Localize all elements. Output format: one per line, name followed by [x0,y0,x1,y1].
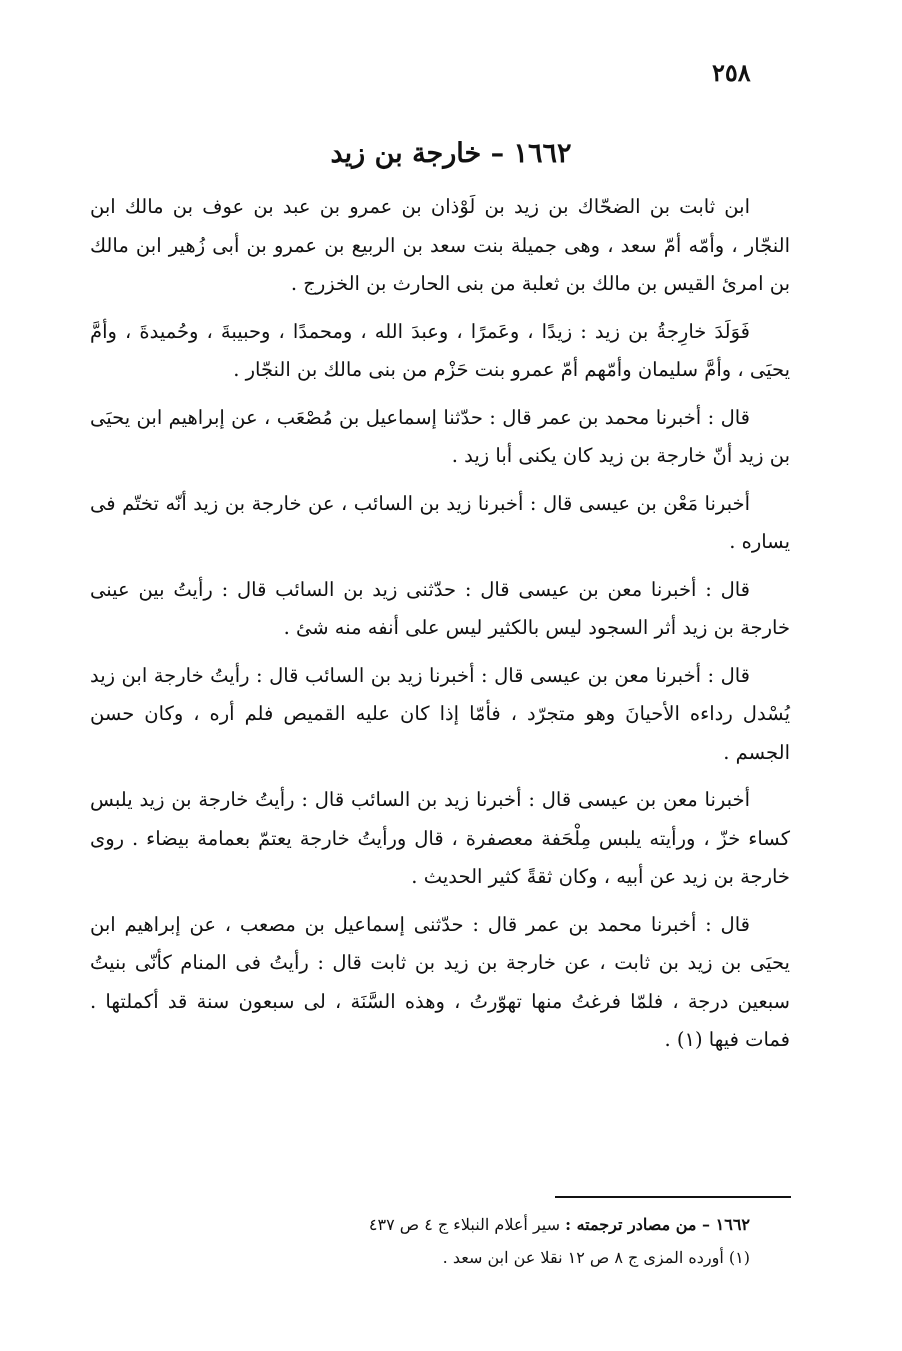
paragraph-children: فَوَلَدَ خارِجةُ بن زيد : زيدًا ، وعَمرًا ، وعبدَ الله ، ومحمدًا ، وحبيبةَ ، وحُميدةَ ، وأمَّ يحيَى ، وأمَّ سليمان وأمّهم أمّ عمرو بنت حَزْم من بنى مالك بن النجّار . [90,319,790,381]
footnotes [150,1208,750,1274]
paragraph-kunya: قال : أخبرنا محمد بن عمر قال : حدّثنا إسماعيل بن مُصْعَب ، عن إبراهيم ابن يحيَى بن زيد أنّ خارجة بن زيد كان يكنى أبا زيد . [90,405,790,467]
footnote-sources [150,1208,750,1241]
paragraph-ring: أخبرنا مَعْن بن عيسى قال : أخبرنا زيد بن السائب ، عن خارجة بن زيد أنّه تختّم فى يساره . [90,491,790,553]
footnote-divider [555,1196,791,1198]
entry-title: ١٦٦٢ – خارجة بن زيد [330,138,572,169]
footnote-sources-text: سير أعلام النبلاء ج ٤ ص ٤٣٧ [368,1215,566,1234]
footnote-sources-lead: ١٦٦٢ – من مصادر ترجمته : [565,1215,750,1234]
biography-body [90,188,790,1069]
paragraph-dream: قال : أخبرنا محمد بن عمر قال : حدّثنى إسماعيل بن مصعب ، عن إبراهيم ابن يحيَى بن زيد بن ثابت ، عن خارجة بن زيد بن ثابت قال : رأيتُ فى المنام كأنّى بنيتُ سبعين درجة ، فلمّا فرغتُ منها تهوّرتُ ، وهذه السَّنَة ، لى سبعون سنة قد أكملتها . فمات فيها (١) . [90,912,790,1051]
page-number: ٢٥٨ [712,58,751,87]
paragraph-clothing: أخبرنا معن بن عيسى قال : أخبرنا زيد بن السائب قال : رأيتُ خارجة بن زيد يلبس كساء خزّ ، ورأيته يلبس مِلْحَفة معصفرة ، قال ورأيتُ خارجة يعتمّ بعمامة بيضاء . روى خارجة بن زيد عن أبيه ، وكان ثقةً كثير الحديث . [90,788,790,888]
paragraph-cloak: قال : أخبرنا معن بن عيسى قال : أخبرنا زيد بن السائب قال : رأيتُ خارجة ابن زيد يُسْدل رداءه الأحيانَ وهو متجرّد ، فأمّا إذا كان عليه القميص فلم أره ، وكان حسن الجسم . [90,663,790,764]
footnote-1: (١) أورده المزى ج ٨ ص ١٢ نقلا عن ابن سعد . [442,1248,750,1267]
paragraph-prostration-mark: قال : أخبرنا معن بن عيسى قال : حدّثنى زيد بن السائب قال : رأيتُ بين عينى خارجة بن زيد أثر السجود ليس بالكثير ليس على أنفه منه شئ . [90,577,790,639]
paragraph-lineage: ابن ثابت بن الضحّاك بن زيد بن لَوْذان بن عمرو بن عبد بن عوف بن مالك ابن النجّار ، وأمّه أمّ سعد ، وهى جميلة بنت سعد بن الربيع بن عمرو بن أبى زُهير ابن مالك بن امرئ القيس بن مالك بن ثعلبة من بنى الحارث بن الخزرج . [90,195,790,295]
